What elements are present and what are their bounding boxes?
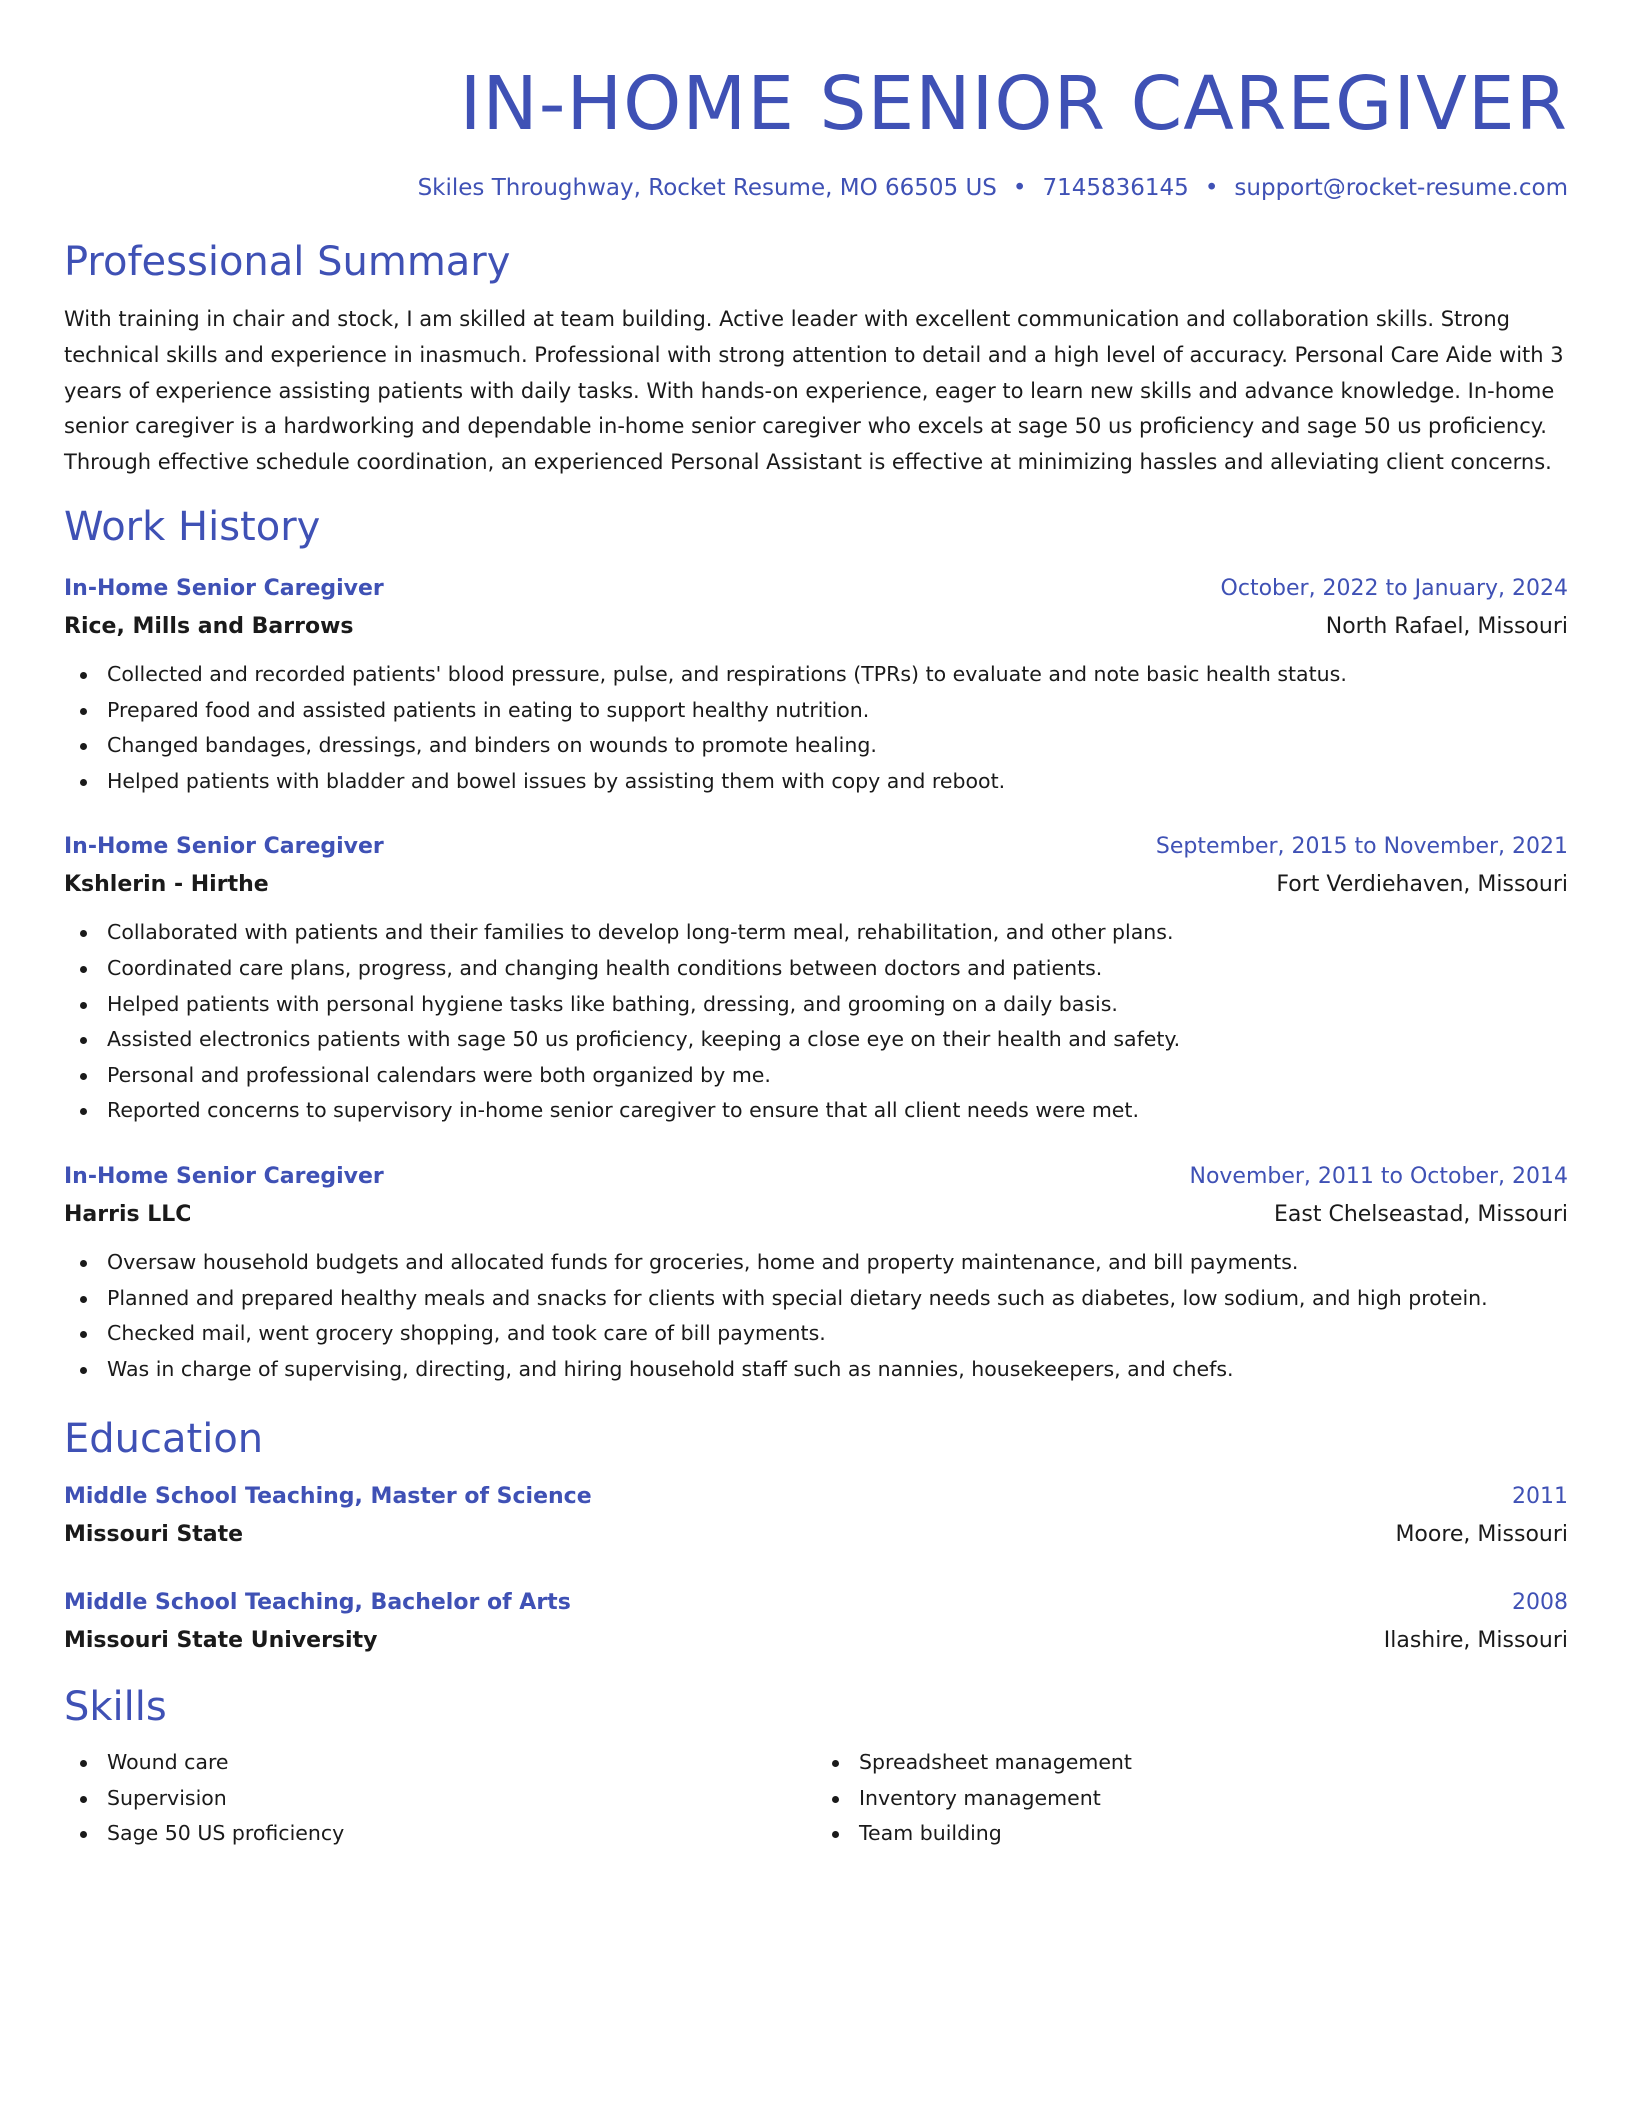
section-title-skills: Skills	[64, 1684, 167, 1731]
education-degree: Middle School Teaching, Master of Science	[64, 1484, 592, 1510]
job-entry	[64, 1159, 1568, 1387]
job-role: In-Home Senior Caregiver	[64, 1163, 384, 1189]
education-school-row	[64, 1621, 1568, 1661]
job-company-row	[64, 607, 1568, 647]
education-school-row	[64, 1515, 1568, 1555]
job-bullets	[64, 1245, 1568, 1387]
skill-item: Inventory management	[859, 1781, 1568, 1817]
job-location: North Rafael, Missouri	[1325, 613, 1568, 639]
job-bullet: Assisted electronics patients with sage 50 us proficiency, keeping a close eye on their health and safety.	[107, 1022, 1568, 1058]
summary-text: With training in chair and stock, I am skilled at team building. Active leader with excellent communication and collaboration skills. Strong technical skills and experience in inasmuch. Professional with strong attention to detail and a high level of accuracy. Personal Care Aide with 3 years of experience assisting patients with daily tasks. With hands-on experience, eager to learn new skills and advance knowledge. In-home senior caregiver is a hardworking and dependable in-home senior caregiver who excels at sage 50 us proficiency and sage 50 us proficiency. Through effective schedule coordination, an experienced Personal Assistant is effective at minimizing hassles and alleviating client concerns.	[64, 307, 1564, 475]
education-school: Missouri State University	[64, 1628, 378, 1654]
job-role: In-Home Senior Caregiver	[64, 834, 384, 860]
skills-list	[816, 1745, 1568, 1852]
job-company: Kshlerin - Hirthe	[64, 872, 269, 898]
job-bullets	[64, 657, 1568, 799]
job-bullet: Collaborated with patients and their families to develop long-term meal, rehabilitation, and other plans.	[107, 915, 1568, 951]
work-history-section	[64, 501, 1568, 1387]
section-title-education: Education	[64, 1416, 264, 1463]
skill-item: Sage 50 US proficiency	[107, 1816, 816, 1852]
job-location: East Chelseastad, Missouri	[1274, 1201, 1568, 1227]
job-company-row	[64, 865, 1568, 905]
education-location: Ilashire, Missouri	[1383, 1628, 1568, 1654]
job-role: In-Home Senior Caregiver	[64, 575, 384, 601]
resume-header	[64, 54, 1568, 204]
education-entry	[64, 1479, 1568, 1555]
contact-line	[64, 172, 1568, 204]
skills-list	[64, 1745, 816, 1852]
skills-grid	[64, 1745, 1568, 1852]
candidate-name: IN-HOME SENIOR CAREGIVER	[459, 61, 1568, 147]
skill-item: Team building	[859, 1816, 1568, 1852]
education-section	[64, 1413, 1568, 1661]
job-bullet: Helped patients with bladder and bowel issues by assisting them with copy and reboot.	[107, 764, 1568, 800]
job-header-row	[64, 1159, 1568, 1195]
job-dates: October, 2022 to January, 2024	[1220, 575, 1568, 601]
contact-email: support@rocket-resume.com	[1234, 175, 1568, 201]
education-location: Moore, Missouri	[1395, 1522, 1568, 1548]
section-title-work-history: Work History	[64, 503, 321, 550]
job-bullet: Checked mail, went grocery shopping, and took care of bill payments.	[107, 1316, 1568, 1352]
job-company-row	[64, 1195, 1568, 1235]
education-header-row	[64, 1479, 1568, 1515]
skills-column-right	[816, 1745, 1568, 1852]
education-year: 2008	[1512, 1590, 1568, 1616]
job-bullet: Was in charge of supervising, directing, and hiring household staff such as nannies, housekeepers, and chefs.	[107, 1352, 1568, 1388]
education-entry	[64, 1585, 1568, 1661]
job-bullet: Reported concerns to supervisory in-home senior caregiver to ensure that all client needs were met.	[107, 1093, 1568, 1129]
job-bullet: Personal and professional calendars were both organized by me.	[107, 1058, 1568, 1094]
contact-separator: •	[1012, 175, 1027, 201]
job-entry	[64, 829, 1568, 1129]
job-company: Rice, Mills and Barrows	[64, 613, 354, 639]
skill-item: Wound care	[107, 1745, 816, 1781]
job-dates: November, 2011 to October, 2014	[1189, 1163, 1568, 1189]
contact-phone: 7145836145	[1042, 175, 1189, 201]
education-header-row	[64, 1585, 1568, 1621]
skill-item: Supervision	[107, 1781, 816, 1817]
job-header-row	[64, 571, 1568, 607]
job-location: Fort Verdiehaven, Missouri	[1276, 872, 1568, 898]
job-company: Harris LLC	[64, 1201, 192, 1227]
professional-summary-section	[64, 236, 1568, 481]
education-school: Missouri State	[64, 1522, 244, 1548]
job-bullet: Oversaw household budgets and allocated funds for groceries, home and property maintenance, and bill payments.	[107, 1245, 1568, 1281]
job-bullet: Prepared food and assisted patients in eating to support healthy nutrition.	[107, 693, 1568, 729]
job-bullets	[64, 915, 1568, 1129]
job-bullet: Collected and recorded patients' blood pressure, pulse, and respirations (TPRs) to evaluate and note basic health status.	[107, 657, 1568, 693]
skill-item: Spreadsheet management	[859, 1745, 1568, 1781]
job-entry	[64, 571, 1568, 799]
job-bullet: Changed bandages, dressings, and binders on wounds to promote healing.	[107, 728, 1568, 764]
education-year: 2011	[1512, 1484, 1568, 1510]
job-bullet: Planned and prepared healthy meals and snacks for clients with special dietary needs such as diabetes, low sodium, and high protein.	[107, 1281, 1568, 1317]
skills-section	[64, 1681, 1568, 1852]
section-title-summary: Professional Summary	[64, 239, 511, 285]
education-degree: Middle School Teaching, Bachelor of Arts	[64, 1590, 571, 1616]
job-bullet: Helped patients with personal hygiene tasks like bathing, dressing, and grooming on a daily basis.	[107, 987, 1568, 1023]
contact-address: Skiles Throughway, Rocket Resume, MO 66505 US	[417, 175, 997, 201]
job-dates: September, 2015 to November, 2021	[1155, 834, 1568, 860]
job-bullet: Coordinated care plans, progress, and changing health conditions between doctors and patients.	[107, 951, 1568, 987]
job-header-row	[64, 829, 1568, 865]
skills-column-left	[64, 1745, 816, 1852]
contact-separator: •	[1204, 175, 1219, 201]
